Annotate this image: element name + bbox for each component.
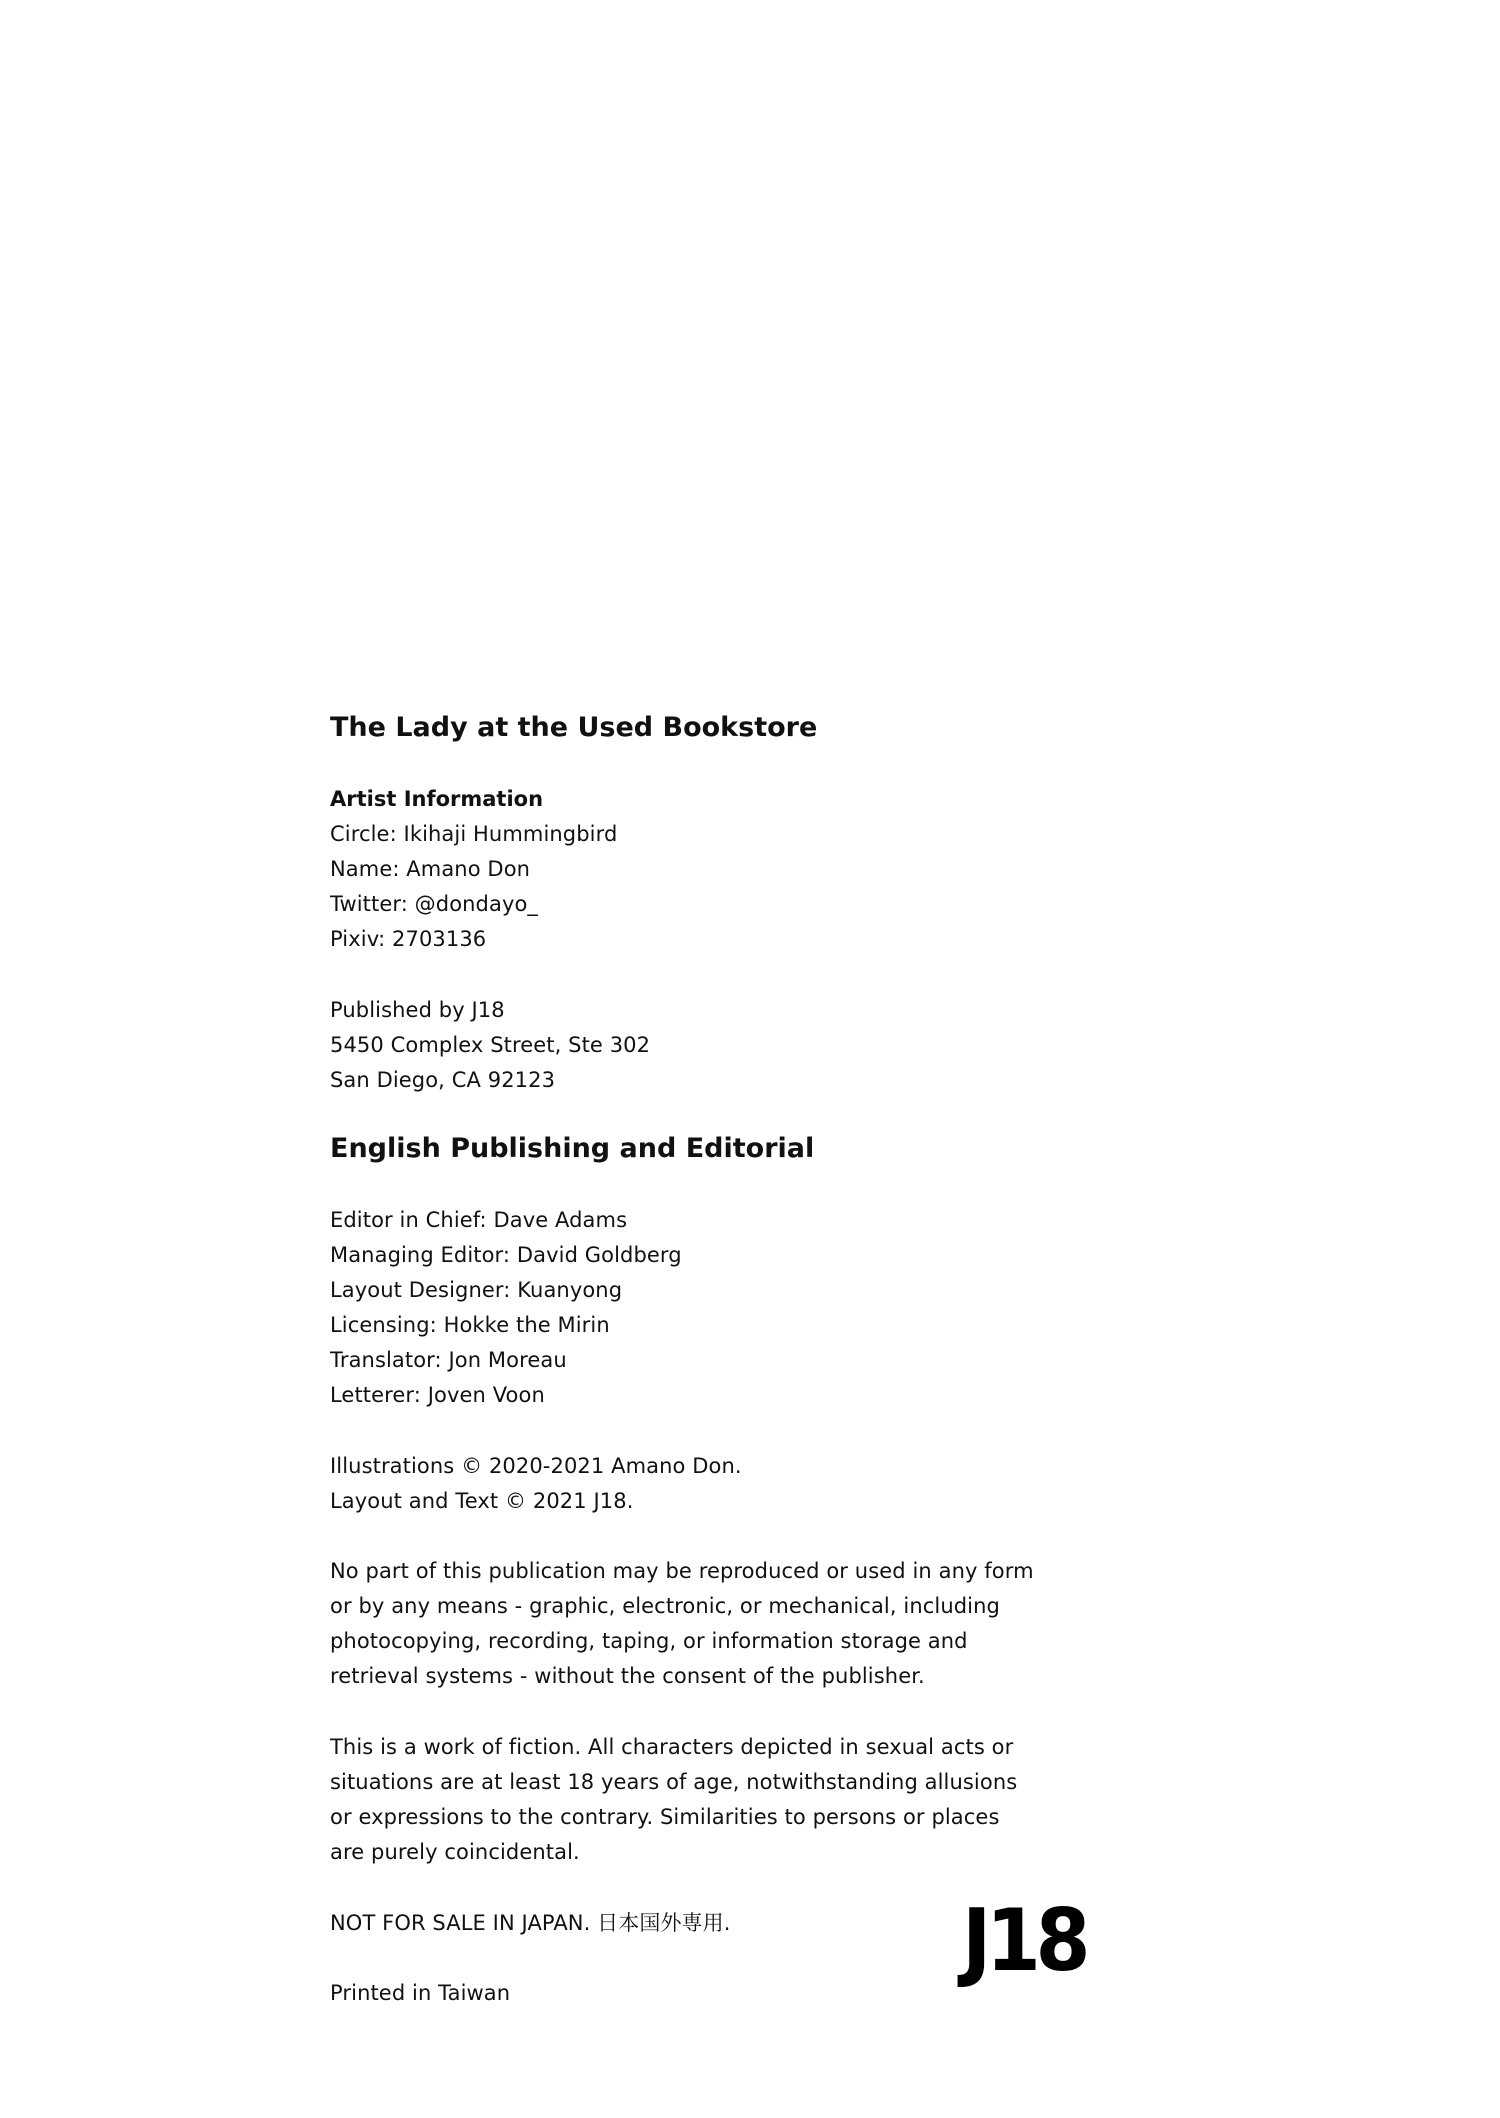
- rights-block: [330, 1554, 1034, 1694]
- editorial-staff: [330, 1203, 1030, 1413]
- letterer: Letterer: Joven Voon: [330, 1383, 545, 1407]
- copyright-block: [330, 1449, 1030, 1519]
- sale-notice: NOT FOR SALE IN JAPAN. 日本国外専用.: [330, 1911, 731, 1935]
- translator: Translator: Jon Moreau: [330, 1348, 567, 1372]
- managing-editor: Managing Editor: David Goldberg: [330, 1243, 682, 1267]
- rights-line-1: No part of this publication may be reproduced or used in any form: [330, 1559, 1034, 1583]
- licensing: Licensing: Hokke the Mirin: [330, 1313, 610, 1337]
- editorial-heading: English Publishing and Editorial: [330, 1133, 815, 1164]
- artist-twitter: Twitter: @dondayo_: [330, 892, 539, 916]
- editorial-heading-block: [330, 1131, 1030, 1167]
- rights-line-4: retrieval systems - without the consent of the publisher.: [330, 1664, 925, 1688]
- title-block: [330, 710, 1030, 746]
- sale-notice-block: [330, 1906, 1030, 1941]
- layout-designer: Layout Designer: Kuanyong: [330, 1278, 623, 1302]
- artist-name: Name: Amano Don: [330, 857, 531, 881]
- editor-in-chief: Editor in Chief: Dave Adams: [330, 1208, 628, 1232]
- artist-circle: Circle: Ikihaji Hummingbird: [330, 822, 618, 846]
- j18-logo: J18: [962, 1891, 1085, 1991]
- fiction-block: [330, 1730, 1030, 1870]
- artist-info: [330, 782, 1030, 957]
- illustrations-copyright: Illustrations © 2020-2021 Amano Don.: [330, 1454, 742, 1478]
- publisher-city: San Diego, CA 92123: [330, 1068, 556, 1092]
- publisher-street: 5450 Complex Street, Ste 302: [330, 1033, 651, 1057]
- printed-in: Printed in Taiwan: [330, 1981, 511, 2005]
- publisher-info: [330, 993, 1030, 1098]
- artist-pixiv: Pixiv: 2703136: [330, 927, 487, 951]
- rights-line-2: or by any means - graphic, electronic, or mechanical, including: [330, 1594, 1000, 1618]
- layout-text-copyright: Layout and Text © 2021 J18.: [330, 1489, 634, 1513]
- publisher-name: Published by J18: [330, 998, 505, 1022]
- fiction-line-2: situations are at least 18 years of age, notwithstanding allusions: [330, 1770, 1018, 1794]
- fiction-line-4: are purely coincidental.: [330, 1840, 580, 1864]
- artist-info-heading: Artist Information: [330, 787, 544, 811]
- printed-block: [330, 1976, 1030, 2011]
- fiction-line-1: This is a work of fiction. All characters depicted in sexual acts or: [330, 1735, 1014, 1759]
- rights-line-3: photocopying, recording, taping, or information storage and: [330, 1629, 968, 1653]
- book-title: The Lady at the Used Bookstore: [330, 712, 818, 743]
- fiction-line-3: or expressions to the contrary. Similarities to persons or places: [330, 1805, 1000, 1829]
